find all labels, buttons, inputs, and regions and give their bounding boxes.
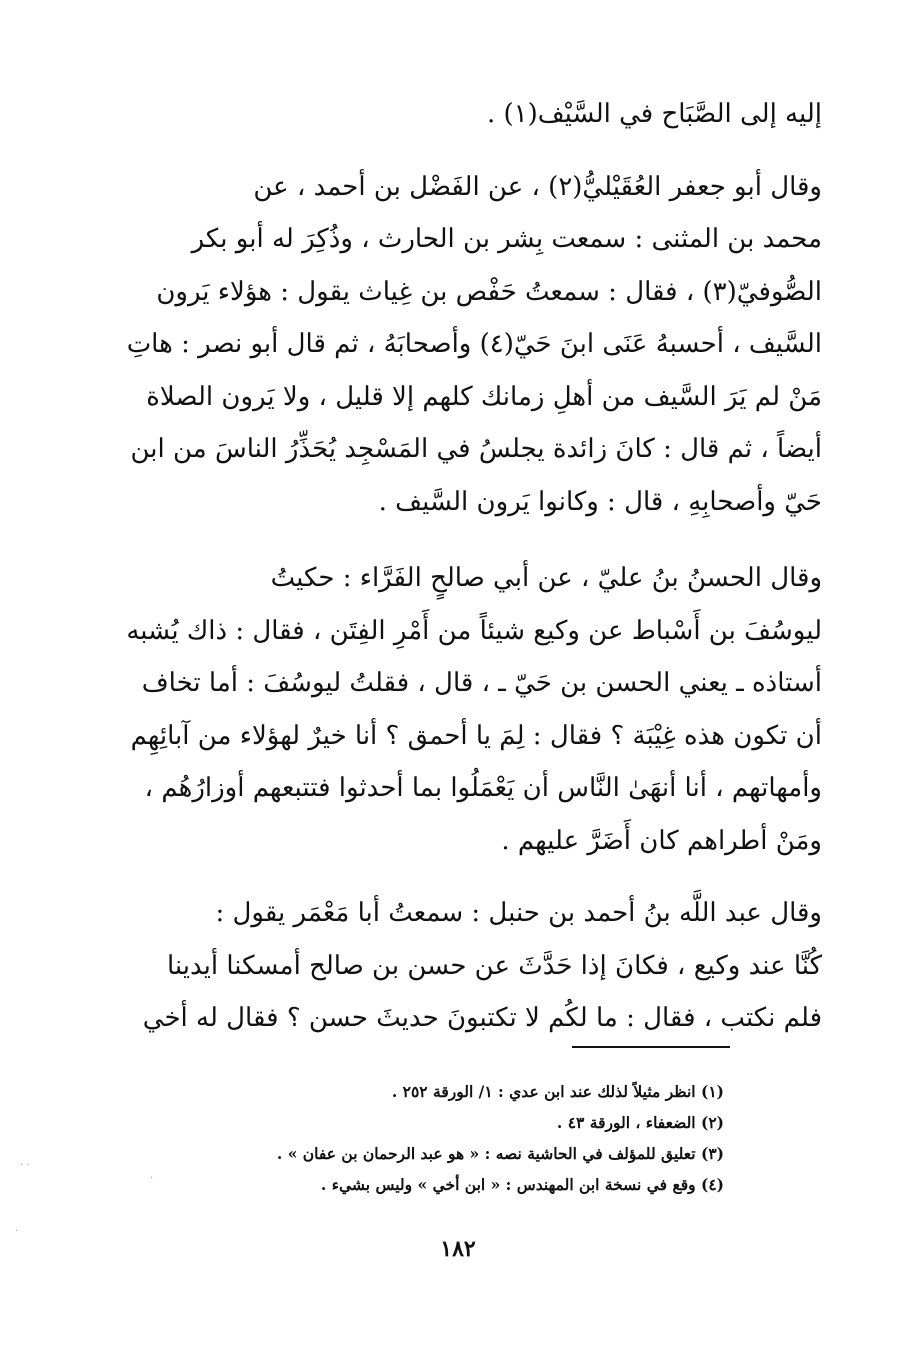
text-line: فلم نكتب ، فقال : ما لكُم لا تكتبونَ حديثَ حسن ؟ فقال له أخي: [142, 1003, 822, 1033]
paragraph-3: [92, 552, 822, 867]
text-line: وأمهاتهم ، أنا أنهَىٰ النَّاس أن يَعْمَلُوا بما أحدثوا فتتبعهم أوزارُهُم ،: [144, 773, 822, 803]
page-number: ١٨٢: [440, 1236, 476, 1262]
paragraph-4: [92, 887, 822, 1045]
text-line: وقال الحسنُ بنُ عليّ ، عن أبي صالحٍ الفَرَّاء : حكيتُ: [270, 563, 822, 593]
scan-speck: ·: [15, 1226, 19, 1237]
text-line: أن تكون هذه غِيْبَة ؟ فقال : لِمَ يا أحمق ؟ أنا خيرٌ لهؤلاء من آبائِهِم: [130, 720, 822, 751]
text-line: مَنْ لم يَرَ السَّيف من أهلِ زمانك كلهم إلا قليل ، ولا يَرون الصلاة: [146, 381, 822, 412]
footnote: (٢) الضعفاء ، الورقة ٤٣ .: [556, 1113, 724, 1132]
text-line: حَيّ وأصحابِهِ ، قال : وكانوا يَرون السَّيف .: [378, 486, 822, 517]
footnote: (١) انظر مثيلاً لذلك عند ابن عدي : ١/ الورقة ٢٥٢ .: [391, 1082, 724, 1101]
paragraph-2: [92, 161, 822, 529]
text-line: أيضاً ، ثم قال : كانَ زائدة يجلسُ في المَسْجِد يُحَذِّرُ الناسَ من ابن: [130, 434, 822, 464]
text-line: وقال عبد اللَّه بنُ أحمد بن حنبل : سمعتُ أبا مَعْمَر يقول :: [215, 898, 822, 928]
footnote: (٤) وقع في نسخة ابن المهندس : « ابن أخي » وليس بشيء .: [320, 1175, 724, 1194]
footnote-separator: [572, 1046, 730, 1048]
text-line: السَّيف ، أحسبهُ عَنَى ابنَ حَيّ(٤) وأصحابَهُ ، ثم قال أبو نصر : هاتِ: [126, 329, 822, 359]
text-line: ومَنْ أطراهم كان أَضَرَّ عليهم .: [501, 825, 822, 856]
text-line: أستاذه ـ يعني الحسن بن حَيّ ـ ، قال ، فقلتُ ليوسُفَ : أما تخاف: [141, 668, 822, 698]
text-line: محمد بن المثنى : سمعت بِشر بن الحارث ، وذُكِرَ له أبو بكر: [191, 224, 822, 254]
scan-speck: ·: [150, 1173, 154, 1184]
main-text: [92, 88, 822, 1045]
text-line: إليه إلى الصَّبَاح في السَّيْف(١) .: [486, 99, 822, 129]
text-line: الصُّوفيّ(٣) ، فقال : سمعتُ حَفْص بن غِياث يقول : هؤلاء يَرون: [156, 276, 822, 307]
scan-speck: · ·: [20, 1160, 30, 1171]
text-line: وقال أبو جعفر العُقَيْليُّ(٢) ، عن الفَضْل بن أحمد ، عن: [253, 171, 822, 202]
paragraph-1: [92, 88, 822, 141]
text-line: ليوسُفَ بن أَسْباط عن وكيع شيئاً من أَمْرِ الفِتَن ، فقال : ذاك يُشبه: [126, 615, 822, 646]
footnotes: [164, 1076, 724, 1200]
text-line: كُنَّا عند وكيع ، فكانَ إذا حَدَّثَ عن حسن بن صالح أمسكنا أيدينا: [166, 950, 822, 981]
footnote: (٣) تعليق للمؤلف في الحاشية نصه : « هو عبد الرحمان بن عفان » .: [276, 1144, 724, 1163]
